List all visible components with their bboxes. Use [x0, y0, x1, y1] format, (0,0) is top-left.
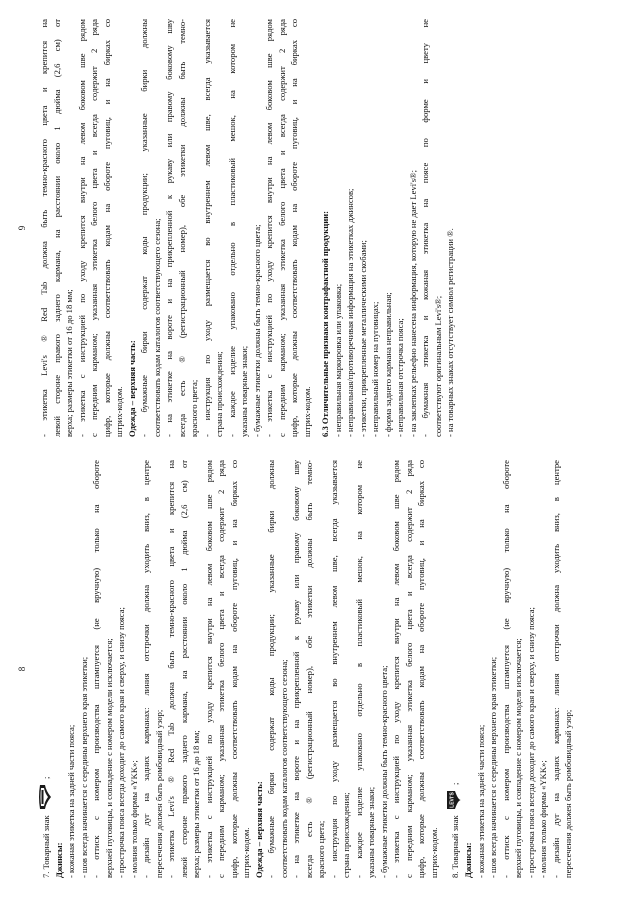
- text-line: с передним карманом; указанная этикетка белого цвета и всегда содержит 2 ряда: [216, 460, 226, 878]
- outerwear-heading: Одежда – верхняя часть:: [126, 340, 137, 437]
- text-line: - дизайн дуг на задних карманах: линия отстрочки должна уходить вниз, в центре: [141, 460, 151, 878]
- text-line: - молния только фирмы «YKK»;: [538, 760, 548, 878]
- text-line: левой стороне правого заднего кармана, на расстоянии около 1 дюйма (2,6 см) от: [51, 19, 62, 437]
- text-line: - оттиск с номером производства штампуется (не вручную) только на обороте: [91, 460, 101, 878]
- trademark-8-suffix: ;: [450, 782, 460, 786]
- section-title: 6.3 Отличительные признаки контрафактной продукции:: [320, 211, 330, 437]
- text-line: - на этикетке на вороте и на прикрепленной к рукаву или правому боковому шву: [164, 19, 174, 437]
- text-line: штрих-кодом.: [114, 386, 124, 437]
- text-line: соответствовать кодам каталогов соответствующего сезона;: [151, 218, 162, 437]
- text-line: - инструкция по уходу размещается во внутреннем левом шве, всегда указывается: [201, 19, 212, 437]
- text-line: всегда есть ® (регистрационный номер), обе этикетки должны быть темно-: [303, 460, 314, 878]
- text-line: красного цвета;: [189, 379, 199, 437]
- text-line: - кожаная этикетка на задней части пояса;: [66, 724, 76, 878]
- text-line: - бумажные бирки содержат коды продукции; указанные бирки должны: [266, 460, 276, 878]
- text-line: - дизайн дуг на задних карманах: линия отстрочки должна уходить вниз, в центре: [550, 460, 561, 878]
- text-line: - бумажная этикетка и кожаная этикетка на поясе по форме и цвету не: [420, 19, 430, 437]
- text-line: - каждое изделие упаковано отдельно в пластиковый мешок, на котором не: [226, 19, 237, 437]
- text-line: пересечения должен быть ромбовидный узор;: [153, 709, 164, 878]
- text-line: штрих-кодом.: [241, 827, 251, 878]
- text-line: соответствовать кодам каталогов соответствующего сезона;: [278, 659, 289, 878]
- text-line: цифр, которые должны соответствовать кодам на обороте пуговиц, и на бирках со: [228, 460, 239, 878]
- page-number: 9: [17, 225, 27, 231]
- text-line: - бумажные бирки содержат коды продукции; указанные бирки должны: [139, 19, 149, 437]
- page-body: [38, 19, 457, 437]
- text-line: - неправильная отстрочка пояса;: [395, 318, 405, 437]
- text-line: с передним карманом; указанная этикетка белого цвета и всегда содержит 2 ряда: [89, 19, 99, 437]
- jeans-heading: Джинсы:: [53, 842, 64, 878]
- text-line: - каждое изделие упаковано отдельно в пластиковый мешок, на котором не: [353, 460, 364, 878]
- text-line: цифр, которые должны соответствовать кодам на обороте пуговиц, и на бирках со: [416, 460, 426, 878]
- text-line: - неправильная маркировка или упаковка;: [332, 283, 343, 437]
- page-9: [17, 19, 620, 437]
- text-line: верха; размеры этикетки от 16 до 18 мм;: [64, 289, 74, 437]
- text-line: левой стороне правого заднего кармана, на расстоянии около 1 дюйма (2,6 см) от: [178, 460, 189, 878]
- batwing-logo-icon: [38, 784, 52, 810]
- text-line: - инструкция по уходу размещается во внутреннем левом шве, всегда указывается: [328, 460, 339, 878]
- trademark-8-label: 8. Товарный знак: [450, 815, 460, 878]
- text-line: - прострочка пояса всегда доходит до самого края и сверху, и снизу пояса;: [116, 607, 126, 878]
- text-line: - этикетка с инструкцией по уходу крепится внутри на левом боковом шве рядом: [391, 460, 401, 878]
- text-line: верхней пуговицы, и совпадение с номером модели исключается;: [513, 638, 523, 878]
- levis-logo-icon: [446, 790, 462, 810]
- text-line: - на этикетке на вороте и на прикрепленной к рукаву или правому боковому шву: [291, 460, 301, 878]
- trademark-7-line: [38, 460, 53, 878]
- text-line: - этикетка Levi's ® Red Tab должна быть темно-красного цвета и крепится на: [39, 19, 49, 437]
- text-line: - бумажные этикетки должны быть темно-красного цвета;: [378, 665, 389, 878]
- trademark-7-label: 7. Товарный знак: [41, 815, 51, 878]
- text-line: цифр, которые должны соответствовать кодам на обороте пуговиц, и на бирках со: [101, 19, 112, 437]
- text-line: - этикетка с инструкцией по уходу крепится внутри на левом боковом шве рядом: [76, 19, 87, 437]
- text-line: страна происхождения;: [341, 792, 351, 878]
- text-line: - шов всегда начинается с середины верхнего края этикетки;: [488, 656, 498, 878]
- text-line: - на заклепках рельефно нанесена информация, которую не дает Levi's®;: [407, 170, 418, 437]
- text-line: цифр, которые должны соответствовать кодам на обороте пуговиц, и на бирках со: [289, 19, 299, 437]
- text-line: соответствуют оригинальным Levi's®;: [432, 295, 443, 437]
- text-line: с передним карманом; указанная этикетка белого цвета и всегда содержит 2 ряда: [403, 460, 414, 878]
- jeans-heading-2: Джинсы:: [463, 842, 473, 878]
- text-line: - этикетка с инструкцией по уходу крепится внутри на левом боковом шве рядом: [203, 460, 214, 878]
- svg-text:LEVI'S: LEVI'S: [449, 792, 456, 809]
- outerwear-heading: Одежда – верхняя часть:: [253, 781, 264, 878]
- text-line: - прострочка пояса всегда доходит до самого края и сверху, и снизу пояса;: [525, 607, 536, 878]
- text-line: пересечения должен быть ромбовидный узор;: [563, 709, 573, 878]
- text-line: штрих-кодом.: [428, 827, 439, 878]
- text-line: - этикетка с инструкцией по уходу крепится внутри на левом боковом шве рядом: [264, 19, 274, 437]
- text-line: страна происхождения;: [214, 351, 224, 437]
- trademark-8-line: [446, 460, 462, 878]
- text-line: - неправильный номер на пуговицах;: [370, 301, 380, 437]
- text-line: - на товарных знаках отсутствует символ регистрации ®.: [445, 228, 455, 437]
- text-line: - форма заднего кармана неправильная;: [382, 292, 393, 437]
- text-line: - бумажные этикетки должны быть темно-красного цвета;: [251, 224, 262, 437]
- text-line: указаны товарные знаки;: [366, 786, 376, 878]
- text-line: - этикетки, прикрепленные металлическими скобами;: [357, 240, 368, 437]
- text-line: верхней пуговицы, и совпадение с номером модели исключается;: [103, 638, 114, 878]
- text-line: - шов всегда начинается с середины верхнего края этикетки;: [78, 656, 89, 878]
- text-line: красного цвета;: [316, 820, 326, 878]
- text-line: всегда есть ® (регистрационный номер), обе этикетки должны быть темно-: [176, 19, 187, 437]
- page-8: [17, 460, 620, 878]
- text-line: штрих-кодом.: [301, 386, 312, 437]
- text-line: с передним карманом; указанная этикетка белого цвета и всегда содержит 2 ряда: [276, 19, 287, 437]
- text-line: - кожаная этикетка на задней части пояса;: [475, 724, 486, 878]
- text-line: - этикетка Levi's ® Red Tab должна быть темно-красного цвета и крепится на: [166, 460, 176, 878]
- page-body: [38, 460, 575, 878]
- text-line: указаны товарные знаки;: [239, 345, 249, 437]
- text-line: верха; размеры этикетки от 16 до 18 мм;: [191, 730, 201, 878]
- trademark-7-suffix: ;: [41, 776, 51, 780]
- text-line: - молния только фирмы «YKK»;: [128, 760, 139, 878]
- page-number: 8: [17, 666, 27, 672]
- text-line: - неправильная/противоречивая информация на этикетках джинсов;: [345, 188, 355, 437]
- text-line: - оттиск с номером производства штампуется (не вручную) только на обороте: [500, 460, 511, 878]
